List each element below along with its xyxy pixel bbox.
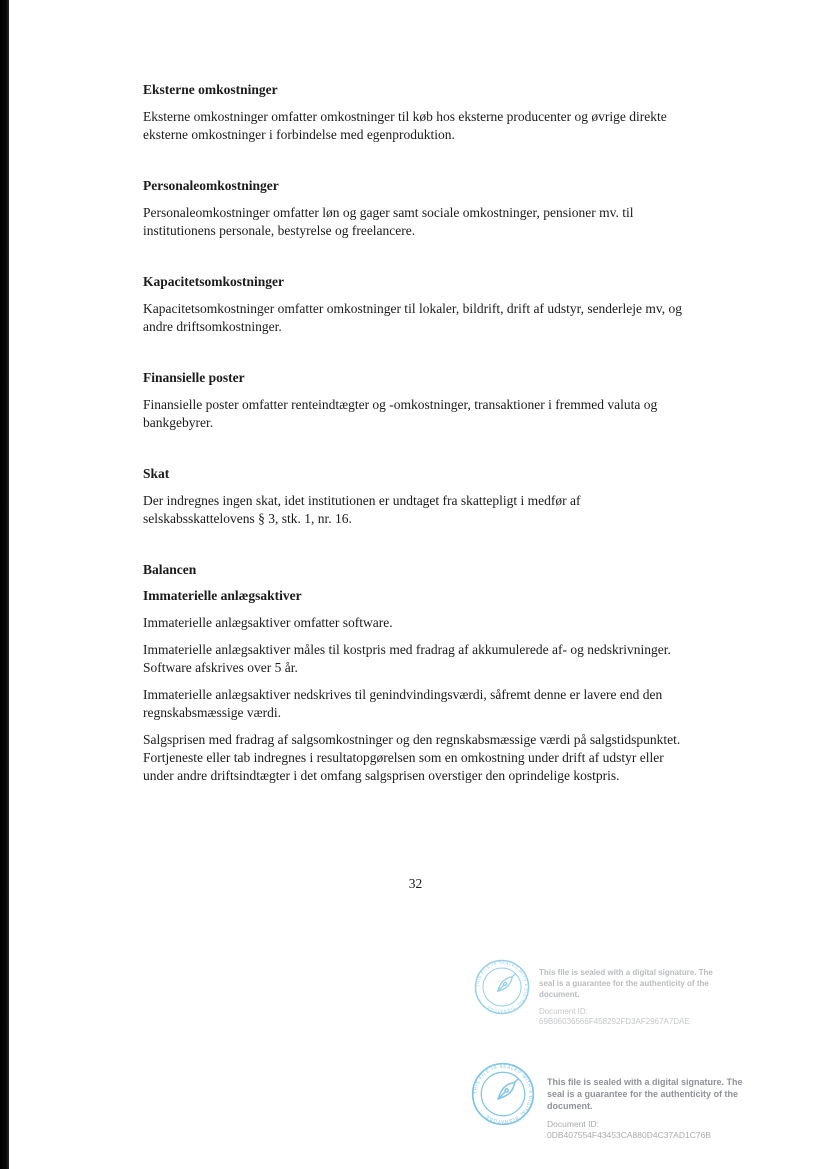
section-personaleomkostninger	[143, 177, 688, 240]
section-heading: Personaleomkostninger	[143, 178, 279, 193]
section-paragraph: Der indregnes ingen skat, idet institutionen er undtaget fra skattepligt i medfør af selskabsskattelovens § 3, stk. 1, nr. 16.	[143, 493, 581, 526]
pen-nib-icon	[495, 1077, 520, 1102]
section-paragraph: Kapacitetsomkostninger omfatter omkostninger til lokaler, bildrift, drift af udstyr, senderleje mv, og andre driftsomkostninger.	[143, 301, 683, 334]
digital-seal-icon	[471, 1062, 535, 1126]
section-heading: Eksterne omkostninger	[143, 82, 278, 97]
section-paragraph: Immaterielle anlægsaktiver omfatter software.	[143, 615, 393, 630]
section-paragraph: Eksterne omkostninger omfatter omkostninger til køb hos eksterne producenter og øvrige direkte eksterne omkostninger i forbindelse med egenproduktion.	[143, 109, 667, 142]
document-content	[143, 81, 688, 818]
page-number: 32	[408, 876, 423, 891]
document-id-label: Document ID:	[539, 1007, 588, 1016]
seal-message: This file is sealed with a digital signature. The seal is a guarantee for the authenticity of the document.	[539, 968, 713, 999]
section-kapacitetsomkostninger	[143, 273, 688, 336]
section-heading: Kapacitetsomkostninger	[143, 274, 284, 289]
document-id-label: Document ID:	[547, 1119, 599, 1129]
section-heading: Skat	[143, 466, 170, 481]
section-paragraph: Immaterielle anlægsaktiver måles til kostpris med fradrag af akkumulerede af- og nedskrivninger. Software afskrives over 5 år.	[143, 642, 671, 675]
scan-edge	[0, 0, 9, 1169]
seal-text-block	[547, 1062, 752, 1141]
section-paragraph: Finansielle poster omfatter renteindtægter og -omkostninger, transaktioner i fremmed valuta og bankgebyrer.	[143, 397, 658, 430]
section-paragraph: Immaterielle anlægsaktiver nedskrives til genindvindingsværdi, såfremt denne er lavere end den regnskabsmæssige værdi.	[143, 687, 663, 720]
section-paragraph: Personaleomkostninger omfatter løn og gager samt sociale omkostninger, pensioner mv. til institutionens personale, bestyrelse og freelancere.	[143, 205, 634, 238]
seal-text-block	[539, 959, 725, 1027]
seal-ring-text: THIS FILE IS SEALED WITH A DIGITAL SIGNATURE	[475, 960, 529, 1014]
digital-seal-icon	[474, 959, 530, 1015]
section-paragraph: Salgsprisen med fradrag af salgsomkostninger og den regnskabsmæssige værdi på salgstidspunktet. Fortjeneste eller tab indregnes i resultatopgørelsen som en omkostning under drift af udstyr eller under andre driftsindtægter i det omfang salgsprisen overstiger den oprindelige kostpris.	[143, 732, 681, 783]
document-id-value: 69B06036566F458292FD3AF2967A7DAE	[539, 1017, 690, 1026]
section-heading: Balancen	[143, 562, 197, 577]
section-subheading: Immaterielle anlægsaktiver	[143, 588, 302, 603]
section-skat	[143, 465, 688, 528]
digital-signature-seal-2	[471, 1062, 752, 1141]
section-finansielle-poster	[143, 369, 688, 432]
section-balancen	[143, 561, 688, 785]
section-eksterne-omkostninger	[143, 81, 688, 144]
seal-ring-text: THIS FILE IS SEALED WITH A DIGITAL SIGNATURE	[472, 1063, 534, 1125]
document-id-value: 0DB407554F43453CA880D4C37AD1C76B	[547, 1130, 711, 1140]
digital-signature-seal-1	[474, 959, 725, 1027]
pen-nib-icon	[495, 972, 517, 994]
seal-message: This file is sealed with a digital signature. The seal is a guarantee for the authenticity of the document.	[547, 1077, 743, 1111]
section-heading: Finansielle poster	[143, 370, 245, 385]
